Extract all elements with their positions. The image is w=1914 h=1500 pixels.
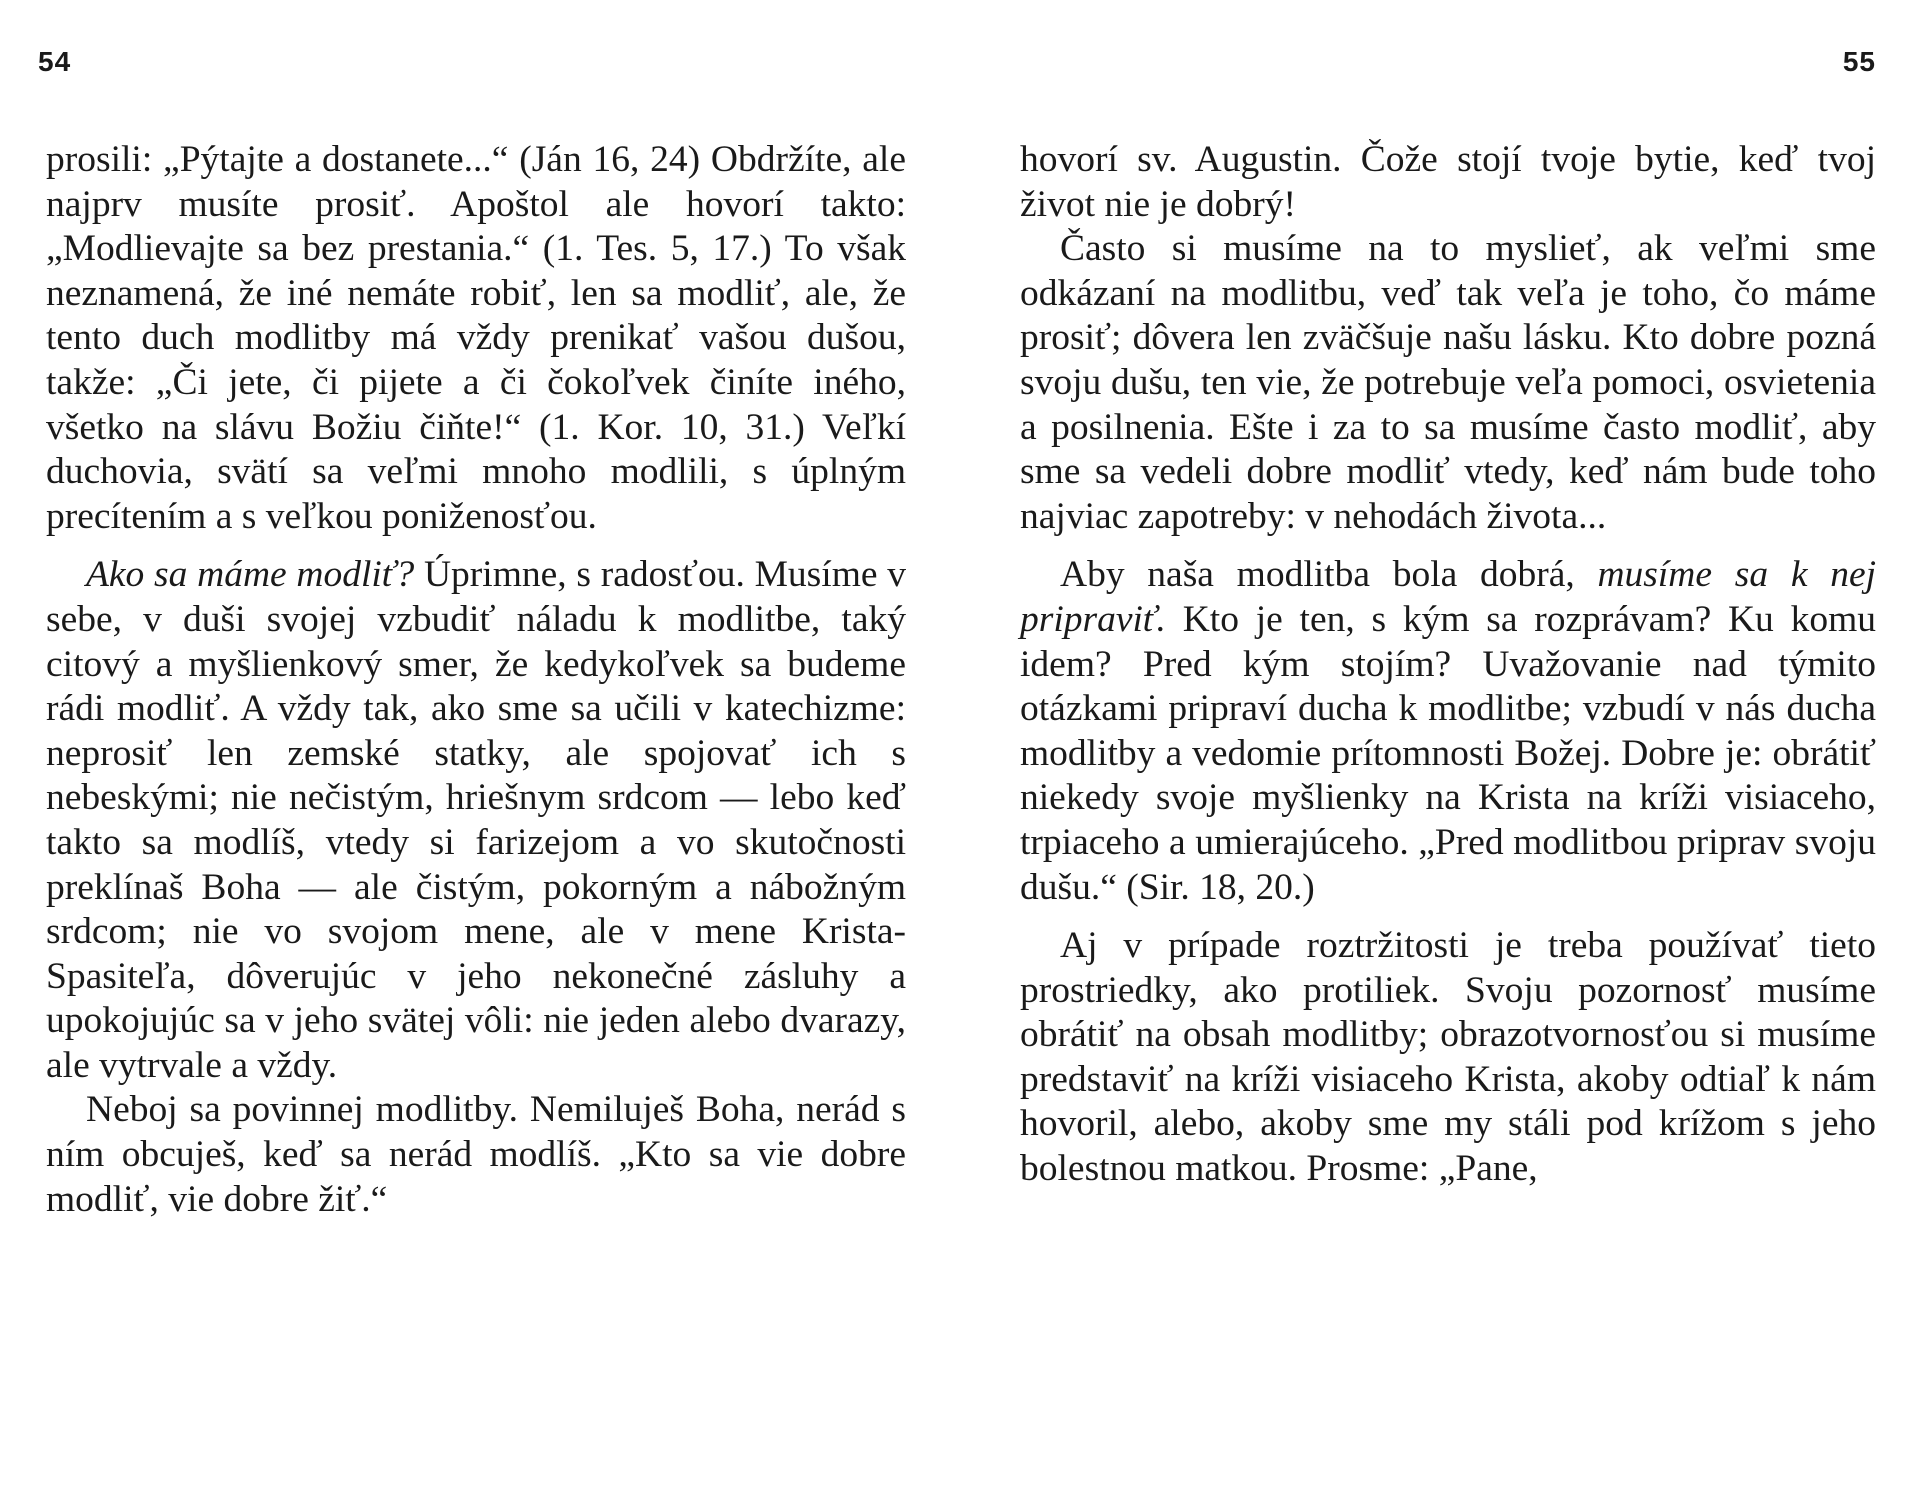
left-page-text <box>46 138 906 1222</box>
paragraph-body: Kto je ten, s kým sa rozprávam? Ku komu idem? Pred kým stojím? Uvažovanie nad týmito otázkami pripraví ducha k modlitbe; vzbudí v nás ducha modlitby a vedomie prítomnosti Božej. Dobre je: obrátiť niekedy svoje myšlienky na Krista na kríži visiaceho, trpiaceho a umierajúceho. „Pred modlitbou priprav svoju dušu.“ (Sir. 18, 20.) <box>1020 598 1876 908</box>
right-page-text <box>1020 138 1876 1192</box>
paragraph: Často si musíme na to myslieť, ak veľmi sme odkázaní na modlitbu, veď tak veľa je toho, čo máme prosiť; dôvera len zväčšuje našu lásku. Kto dobre pozná svoju dušu, ten vie, že potrebuje veľa pomoci, osvietenia a posilnenia. Ešte i za to sa musíme často modliť, aby sme sa vedeli dobre modliť vtedy, keď nám bude toho najviac zapotreby: v nehodách života... <box>1020 228 1876 537</box>
paragraph: Neboj sa povinnej modlitby. Nemiluješ Boha, nerád s ním obcuješ, keď sa nerád modlíš. „Kto sa vie dobre modliť, vie dobre žiť.“ <box>46 1089 906 1220</box>
paragraph <box>46 553 906 1088</box>
paragraph-heading: Ako sa máme modliť? <box>86 554 415 596</box>
paragraph-emphasis: musíme sa k nej pripraviť. <box>1020 554 1877 640</box>
page-number-right: 55 <box>1842 46 1876 77</box>
paragraph-body: Úprimne, s radosťou. Musíme v sebe, v duši svojej vzbudiť náladu k modlitbe, taký citový a myšlienkový smer, že kedykoľvek sa budeme rádi modliť. A vždy tak, ako sme sa učili v katechizme: neprosiť len zemské statky, ale spojovať ich s nebeskými; nie nečistým, hriešnym srdcom — lebo keď takto sa modlíš, vtedy si farizejom a vo skutočnosti preklínaš Boha — ale čistým, pokorným a nábožným srdcom; nie vo svojom mene, ale v mene Krista-Spasiteľa, dôverujúc v jeho nekonečné zásluhy a upokojujúc sa v jeho svätej vôli: nie jeden alebo dvarazy, ale vytrvale a vždy. <box>46 554 906 1086</box>
paragraph: prosili: „Pýtajte a dostanete...“ (Ján 16, 24) Obdržíte, ale najprv musíte prosiť. Apoštol ale hovorí takto: „Modlievajte sa bez prestania.“ (1. Tes. 5, 17.) To však neznamená, že iné nemáte robiť, len sa modliť, ale, že tento duch modlitby má vždy prenikať vašou dušou, takže: „Či jete, či pijete a či čokoľvek činíte iného, všetko na slávu Božiu čiňte!“ (1. Kor. 10, 31.) Veľkí duchovia, svätí sa veľmi mnoho modlili, s úplným precítením a s veľkou poniženosťou. <box>46 139 906 537</box>
paragraph: Aj v prípade roztržitosti je treba používať tieto prostriedky, ako protiliek. Svoju pozornosť musíme obrátiť na obsah modlitby; obrazotvornosťou si musíme predstaviť na kríži visiaceho Krista, akoby odtiaľ k nám hovoril, alebo, akoby sme my stáli pod krížom s jeho bolestnou matkou. Prosme: „Pane, <box>1020 925 1876 1190</box>
paragraph: hovorí sv. Augustin. Čože stojí tvoje bytie, keď tvoj život nie je dobrý! <box>1020 139 1876 225</box>
page-number-left: 54 <box>38 46 72 77</box>
paragraph <box>1020 553 1876 910</box>
paragraph-lead: Aby naša modlitba bola dobrá, <box>1060 554 1598 596</box>
